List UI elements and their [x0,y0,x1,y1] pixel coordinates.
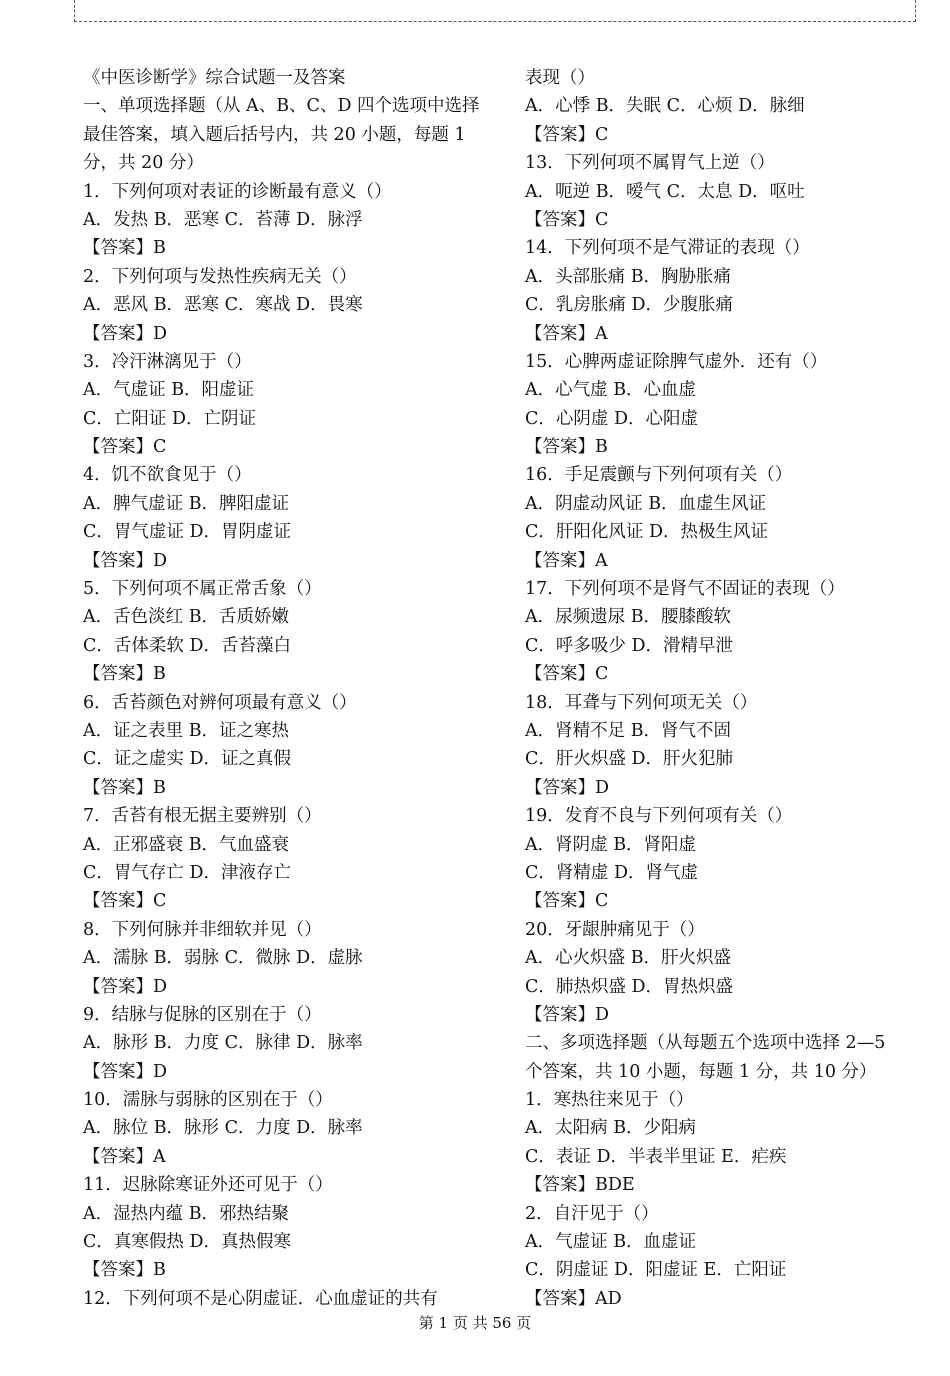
text-line: 【答案】BDE [525,1175,635,1196]
text-line: 14．下列何项不是气滞证的表现（） [525,238,810,259]
text-line: A．尿频遗尿 B．腰膝酸软 [525,607,732,628]
text-line: 11．迟脉除寒证外还可见于（） [83,1175,333,1196]
text-line: 2．自汗见于（） [525,1203,659,1224]
text-line: 【答案】C [525,891,609,912]
text-line: 【答案】C [83,437,167,458]
text-line: A．恶风 B．恶寒 C．寒战 D．畏寒 [83,295,363,316]
text-line: 【答案】D [83,323,168,344]
text-line: 《中医诊断学》综合试题一及答案 [83,68,346,88]
text-line: 3．冷汗淋漓见于（） [83,351,252,372]
page-footer: 第 1 页 共 56 页 [418,1314,532,1332]
text-line: 【答案】AD [525,1288,622,1309]
text-line: 20．牙龈肿痛见于（） [525,919,705,940]
text-line: C．肺热炽盛 D．胃热炽盛 [525,976,733,997]
text-line: 12．下列何项不是心阴虚证．心血虚证的共有 [83,1288,438,1309]
text-line: 表现（） [525,68,595,88]
text-line: A．脉位 B．脉形 C．力度 D．脉率 [83,1118,363,1139]
text-line: 【答案】B [83,238,166,259]
text-line: 二、多项选择题（从每题五个选项中选择 2—5 [525,1033,886,1054]
text-line: C．阴虚证 D．阳虚证 E．亡阳证 [525,1260,787,1281]
text-line: A．肾阴虚 B．肾阳虚 [525,834,697,855]
text-line: 【答案】D [83,976,168,997]
left-column [83,64,480,1313]
text-line: A．湿热内蕴 B．邪热结聚 [83,1203,290,1224]
text-line: 【答案】B [83,777,166,798]
text-line: A．正邪盛衰 B．气血盛衰 [83,834,290,855]
text-line: C．肾精虚 D．肾气虚 [525,862,698,883]
text-line: A．脉形 B．力度 C．脉律 D．脉率 [83,1033,363,1054]
text-line: C．呼多吸少 D．滑精早泄 [525,635,733,656]
text-line: 9．结脉与促脉的区别在于（） [83,1004,322,1025]
text-line: 最佳答案，填入题后括号内，共 20 小题，每题 1 [83,124,466,145]
text-line: 19．发育不良与下列何项有关（） [525,806,793,827]
text-line: C．心阴虚 D．心阳虚 [525,408,698,429]
text-line: 【答案】A [525,550,608,571]
text-line: 【答案】B [83,664,166,685]
text-line: 13．下列何项不属胃气上逆（） [525,153,775,174]
text-line: 16．手足震颤与下列何项有关（） [525,465,793,486]
text-line: 【答案】C [525,664,609,685]
text-line: 17．下列何项不是肾气不固证的表现（） [525,579,845,600]
text-line: C．亡阳证 D．亡阴证 [83,408,256,429]
text-line: 8．下列何脉并非细软并见（） [83,919,322,940]
text-line: 一、单项选择题（从 A、B、C、D 四个选项中选择 [83,96,480,117]
text-line: 15．心脾两虚证除脾气虚外．还有（） [525,351,828,372]
text-line: C．表证 D．半表半里证 E．疟疾 [525,1146,787,1167]
text-line: 【答案】D [83,550,168,571]
text-line: 10．濡脉与弱脉的区别在于（） [83,1090,333,1111]
text-line: 【答案】B [525,437,608,458]
text-line: 5．下列何项不属正常舌象（） [83,579,322,600]
text-line: 【答案】A [525,323,608,344]
text-line: 【答案】D [525,1004,610,1025]
text-line: 分，共 20 分） [83,153,204,174]
text-line: 1．下列何项对表证的诊断最有意义（） [83,181,392,202]
text-line: A．脾气虚证 B．脾阳虚证 [83,493,290,514]
text-line: A．心火炽盛 B．肝火炽盛 [525,948,732,969]
text-line: A．气虚证 B．阳虚证 [83,380,255,401]
text-line: 【答案】D [83,1061,168,1082]
text-line: C．肝阳化风证 D．热极生风证 [525,522,768,543]
text-line: A．证之表里 B．证之寒热 [83,720,290,741]
text-line: C．证之虚实 D．证之真假 [83,749,291,770]
text-line: 【答案】C [525,209,609,230]
text-line: A．舌色淡红 B．舌质娇嫩 [83,607,290,628]
text-line: A．阴虚动风证 B．血虚生风证 [525,493,767,514]
text-line: A．心气虚 B．心血虚 [525,380,697,401]
text-line: 【答案】C [525,124,609,145]
text-line: A．肾精不足 B．肾气不固 [525,720,732,741]
text-line: A．濡脉 B．弱脉 C．微脉 D．虚脉 [83,948,363,969]
text-line: C．胃气存亡 D．津液存亡 [83,862,291,883]
text-line: 7．舌苔有根无据主要辨别（） [83,806,322,827]
text-line: A．发热 B．恶寒 C．苔薄 D．脉浮 [83,209,363,230]
text-line: 【答案】B [83,1260,166,1281]
text-line: 1．寒热往来见于（） [525,1090,694,1111]
text-line: 4．饥不欲食见于（） [83,465,252,486]
text-line: 6．舌苔颜色对辨何项最有意义（） [83,692,357,713]
text-line: 【答案】C [83,891,167,912]
text-line: A．头部胀痛 B．胸胁胀痛 [525,266,732,287]
text-line: C．真寒假热 D．真热假寒 [83,1232,291,1253]
page-header-box [74,0,916,22]
text-line: A．太阳病 B．少阳病 [525,1118,697,1139]
text-line: 【答案】D [525,777,610,798]
text-line: 个答案，共 10 小题，每题 1 分，共 10 分） [525,1061,877,1082]
right-column [525,64,920,1313]
text-line: A．气虚证 B．血虚证 [525,1232,697,1253]
text-line: C．肝火炽盛 D．肝火犯肺 [525,749,733,770]
text-line: C．胃气虚证 D．胃阴虚证 [83,522,291,543]
text-line: A．心悸 B．失眠 C．心烦 D．脉细 [525,96,805,117]
text-line: 18．耳聋与下列何项无关（） [525,692,758,713]
text-line: 2．下列何项与发热性疾病无关（） [83,266,357,287]
text-line: C．舌体柔软 D．舌苔藻白 [83,635,291,656]
text-line: C．乳房胀痛 D．少腹胀痛 [525,295,733,316]
text-line: A．呃逆 B．嗳气 C．太息 D．呕吐 [525,181,805,202]
text-line: 【答案】A [83,1146,166,1167]
